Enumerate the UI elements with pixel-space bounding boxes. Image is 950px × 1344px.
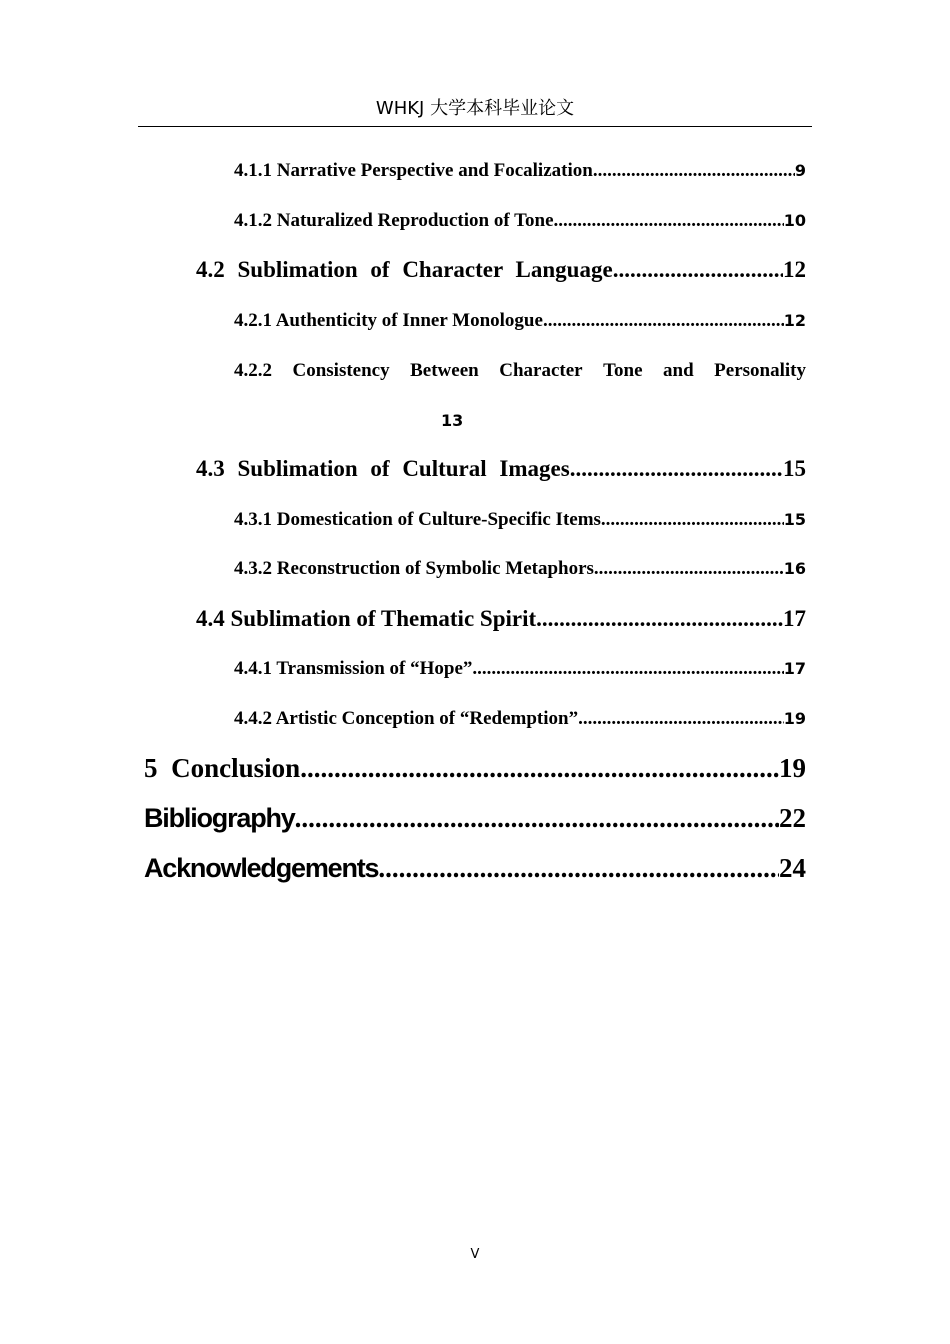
toc-entry-4-2-2[interactable] [234, 360, 806, 382]
toc-entry-4-1-1[interactable] [234, 160, 806, 182]
toc-entry-label: 4.1.1 Narrative Perspective and Focalization [234, 160, 593, 181]
toc-entry-4-4-1[interactable] [234, 658, 806, 680]
toc-entry-page: 19 [783, 709, 806, 728]
toc-leader-dots [570, 456, 783, 482]
toc-entry-label: 4.2 Sublimation of Character Language [196, 257, 613, 282]
toc-entry-word: Personality [714, 360, 806, 381]
toc-entry-page: 12 [783, 257, 806, 282]
toc-entry-word: Between [410, 360, 479, 381]
toc-leader-dots [593, 160, 795, 182]
toc-leader-dots [601, 509, 784, 531]
toc-leader-dots [472, 658, 783, 680]
toc-entry-label: 4.3.2 Reconstruction of Symbolic Metaphors [234, 558, 594, 579]
toc-entry-label: 4.3.1 Domestication of Culture-Specific Items [234, 509, 601, 530]
toc-entry-4-3-2[interactable] [234, 558, 806, 580]
toc-entry-label: 4.3 Sublimation of Cultural Images [196, 456, 570, 481]
toc-entry-4-1-2[interactable] [234, 210, 806, 232]
header-title: WHKJ 大学本科毕业论文 [375, 98, 575, 119]
toc-entry-page: 12 [783, 311, 806, 330]
toc-entry-word: 4.2.2 [234, 360, 272, 381]
toc-leader-dots [613, 257, 783, 283]
toc-entry-4-2-1[interactable] [234, 310, 806, 332]
toc-leader-dots [300, 753, 779, 784]
toc-entry-4-4-2[interactable] [234, 708, 806, 730]
toc-entry-page: 15 [783, 510, 806, 529]
toc-leader-dots [554, 210, 784, 232]
toc-entry-4-3[interactable] [196, 456, 806, 482]
page-header [138, 94, 812, 127]
toc-entry-4-4[interactable] [196, 606, 806, 632]
toc-entry-label: Bibliography [144, 803, 295, 833]
toc-entry-page: 10 [783, 211, 806, 230]
toc-entry-page: 17 [783, 659, 806, 678]
toc-entry-label: 4.4.1 Transmission of “Hope” [234, 658, 473, 679]
toc-entry-page: 19 [779, 753, 806, 783]
toc-entry-word: and [663, 360, 694, 381]
toc-entry-page: 24 [779, 853, 806, 883]
toc-entry-page: 17 [783, 606, 806, 631]
toc-leader-dots [536, 606, 783, 632]
toc-entry-label: 4.2.1 Authenticity of Inner Monologue [234, 310, 543, 331]
toc-entry-label: 4.4 Sublimation of Thematic Spirit [196, 606, 537, 631]
toc-entry-5[interactable] [144, 753, 806, 784]
toc-entry-label: Acknowledgements [144, 853, 379, 883]
toc-entry-number: 5 [144, 753, 158, 783]
toc-entry-label: 4.1.2 Naturalized Reproduction of Tone [234, 210, 554, 231]
toc-entry-word: Tone [603, 360, 643, 381]
toc-leader-dots [543, 310, 784, 332]
page-number: V [470, 1247, 480, 1262]
toc-entry-bibliography[interactable] [144, 803, 806, 834]
toc-entry-word: Character [499, 360, 583, 381]
toc-entry-4-2[interactable] [196, 257, 806, 283]
toc-entry-page: 15 [783, 456, 806, 481]
toc-entry-4-2-2-page[interactable]: 13 [441, 411, 464, 430]
toc-entry-word: Consistency [292, 360, 390, 381]
toc-entry-label: Conclusion [171, 753, 301, 783]
toc-leader-dots [295, 803, 779, 834]
page-footer [0, 1247, 950, 1262]
toc-leader-dots [378, 853, 779, 884]
toc-entry-page: 22 [779, 803, 806, 833]
toc-entry-page: 9 [794, 161, 806, 180]
toc-entry-acknowledgements[interactable] [144, 853, 806, 884]
toc-entry-page: 16 [783, 559, 806, 578]
toc-entry-4-3-1[interactable] [234, 509, 806, 531]
toc-leader-dots [594, 558, 784, 580]
toc-entry-label: 4.4.2 Artistic Conception of “Redemption” [234, 708, 579, 729]
toc-leader-dots [578, 708, 784, 730]
